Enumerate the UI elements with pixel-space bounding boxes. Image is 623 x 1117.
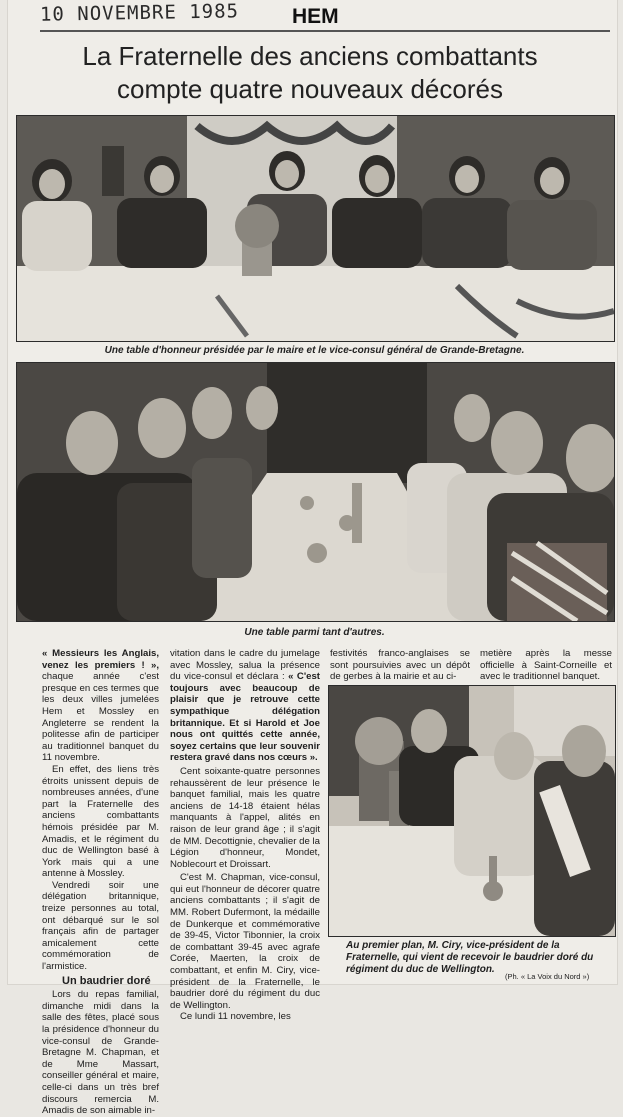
photo-ciry-portrait-image <box>329 686 615 936</box>
headline-line-1: La Fraternelle des anciens combattants <box>82 41 538 71</box>
section-tag: HEM <box>292 5 339 28</box>
photo-head-table-image <box>17 116 614 341</box>
article-col1-p4: Lors du repas familial, dimanche midi dans la salle des fêtes, placé sous la présidence d'honneur du vice-consul de Grande-Bretagne M. Chapman, et de Mme Massart, conseiller général et maire, celle-ci dans un très bref discours remercia M. Amadis de son aimable in- <box>42 989 159 1117</box>
photo-banquet-table-image <box>17 363 614 621</box>
article-col3-p1: festivités franco-anglaises se sont poursuivies avec un dépôt de gerbes à la mairie et au ci- <box>330 648 470 683</box>
headline <box>20 40 600 106</box>
article-column-1 <box>42 648 159 1117</box>
photo-banquet-table <box>16 362 615 622</box>
article-col2-p4: Ce lundi 11 novembre, les <box>180 1011 291 1023</box>
article-column-4 <box>480 648 612 683</box>
photo-head-table <box>16 115 615 342</box>
article-col2-p2: Cent soixante-quatre personnes rehaussèrent de leur présence le banquet familial, mais les quatre anciens de 14-18 étaient hélas manquants à l'appel, alités en raison de leur grand âge ; il s'agit de MM. Decottignie, chevalier de la Légion d'honneur, Mondet, Noblecourt et Droissart. <box>170 765 320 870</box>
article-quote: « C'est toujours avec beaucoup de plaisir que je retrouve cette sympathique délégation britannique. Et si Harold et Joe nous ont quittés cette année, soyez certains que leur souvenir restera gravé dans nos cœurs ». <box>170 671 321 764</box>
article-col1-p1: chaque année c'est presque en ces termes que les deux villes jumelées Hem et Mossley en Angleterre se rendent la politesse afin de participer au traditionnel banquet du 11 novembre. <box>42 671 159 764</box>
article-column-2 <box>170 648 320 1023</box>
photo-credit: (Ph. « La Voix du Nord ») <box>505 972 590 981</box>
photo-ciry-caption: Au premier plan, M. Ciry, vice-président de la Fraternelle, qui vient de recevoir le baudrier doré du régiment du duc de Wellington. <box>346 940 594 975</box>
photo-ciry-portrait <box>328 685 616 937</box>
article-col1-p2: En effet, des liens très étroits unissent depuis de nombreuses années, d'une part la Fraternelle des anciens combattants hémois présidée par M. Amadis, et le régiment du duc de Wellington basé à York mais qui a une antenne à Mossley. <box>42 763 159 880</box>
article-subhead: Un baudrier doré <box>62 974 151 987</box>
article-col2-p1: vitation dans le cadre du jumelage avec Mossley, salua la présence du vice-consul et déclara : <box>170 648 320 683</box>
handwritten-date: 10 NOVEMBRE 1985 <box>39 0 240 26</box>
article-col2-p3: C'est M. Chapman, vice-consul, qui eut l'honneur de décorer quatre anciens combattants ; il s'agit de MM. Robert Dufermont, la médaille de Dunkerque et commémorative de 39-45, Victor Tibonnier, la croix de combattant 39-45 avec agrafe Corée, Maerten, la croix de combattant, et enfin M. Ciry, vice-président de la Fraternelle, le baudrier doré du régiment du duc de Wellington. <box>170 872 320 1011</box>
headline-line-2: compte quatre nouveaux décorés <box>117 74 503 104</box>
article-col1-p3: Vendredi soir une délégation britannique, treize personnes au total, ont débarqué sur le sol français afin de partager amicalement cette commémoration de l'armistice. <box>42 879 159 973</box>
photo-head-table-caption: Une table d'honneur présidée par le maire et le vice-consul général de Grande-Bretagne. <box>104 345 525 356</box>
top-rule <box>40 30 610 32</box>
article-lead: « Messieurs les Anglais, venez les premiers ! », <box>42 648 159 671</box>
article-column-3 <box>330 648 470 683</box>
photo-banquet-table-caption: Une table parmi tant d'autres. <box>244 627 385 638</box>
article-col4-p1: metière après la messe officielle à Saint-Corneille et avec le traditionnel banquet. <box>480 648 612 683</box>
